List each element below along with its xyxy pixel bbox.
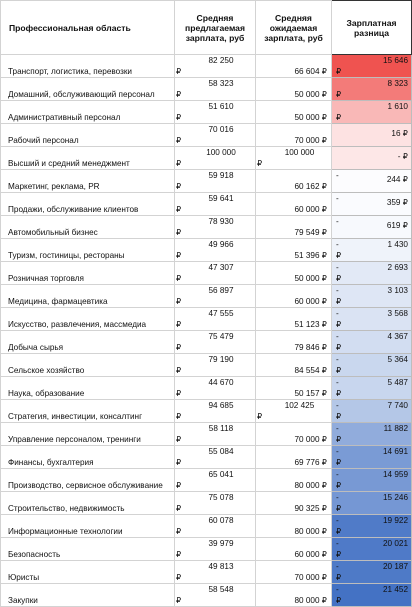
cell-expected[interactable]	[256, 446, 332, 469]
diff-value: - ₽	[397, 152, 408, 161]
diff-value: 1 430	[387, 240, 408, 249]
cell-area[interactable]	[1, 354, 175, 377]
currency-sign: ₽	[336, 274, 342, 283]
minus-sign: -	[336, 263, 339, 272]
diff-value: 20 021	[382, 539, 408, 548]
area-label: Строительство, недвижимость	[8, 503, 125, 513]
minus-sign: -	[336, 562, 339, 571]
diff-value: 5 364	[387, 355, 408, 364]
minus-sign: -	[336, 470, 339, 479]
currency-sign: ₽	[176, 136, 182, 145]
minus-sign: -	[336, 378, 339, 387]
expected-value: 100 000	[284, 148, 315, 157]
cell-expected[interactable]	[256, 193, 332, 216]
offered-value: 49 966	[208, 240, 234, 249]
cell-offered[interactable]	[175, 446, 256, 469]
cell-offered[interactable]	[175, 193, 256, 216]
expected-value: 79 846 ₽	[294, 343, 327, 352]
area-label: Безопасность	[8, 549, 61, 559]
minus-sign: -	[336, 516, 339, 525]
cell-expected[interactable]	[256, 147, 332, 170]
currency-sign: ₽	[176, 504, 182, 513]
currency-sign: ₽	[176, 527, 182, 536]
cell-area[interactable]	[1, 538, 175, 561]
table-row	[1, 515, 412, 538]
currency-sign: ₽	[336, 251, 342, 260]
currency-sign: ₽	[336, 320, 342, 329]
cell-diff[interactable]	[332, 239, 412, 262]
table-row	[1, 170, 412, 193]
minus-sign: -	[336, 539, 339, 548]
table-row	[1, 55, 412, 78]
currency-sign: ₽	[176, 297, 182, 306]
header-offered[interactable]: Средняя предлагаемая зарплата, руб	[175, 1, 256, 55]
cell-offered[interactable]	[175, 515, 256, 538]
cell-diff[interactable]	[332, 515, 412, 538]
table-row	[1, 124, 412, 147]
cell-diff[interactable]	[332, 561, 412, 584]
cell-expected[interactable]	[256, 492, 332, 515]
cell-offered[interactable]	[175, 262, 256, 285]
cell-diff[interactable]	[332, 216, 412, 239]
cell-expected[interactable]	[256, 78, 332, 101]
diff-value: 1 610	[387, 102, 408, 111]
table-row	[1, 377, 412, 400]
cell-diff[interactable]	[332, 538, 412, 561]
expected-value: 66 604 ₽	[294, 67, 327, 76]
currency-sign: ₽	[257, 159, 263, 168]
minus-sign: -	[336, 194, 339, 203]
currency-sign: ₽	[336, 343, 342, 352]
cell-expected[interactable]	[256, 308, 332, 331]
currency-sign: ₽	[176, 481, 182, 490]
cell-offered[interactable]	[175, 538, 256, 561]
table-row	[1, 469, 412, 492]
expected-value: 84 554 ₽	[294, 366, 327, 375]
table-row	[1, 216, 412, 239]
currency-sign: ₽	[176, 182, 182, 191]
currency-sign: ₽	[336, 90, 342, 99]
cell-area[interactable]	[1, 124, 175, 147]
expected-value: 79 549 ₽	[294, 228, 327, 237]
currency-sign: ₽	[176, 228, 182, 237]
offered-value: 100 000	[206, 148, 236, 157]
cell-diff[interactable]	[332, 469, 412, 492]
cell-expected[interactable]	[256, 170, 332, 193]
table-row	[1, 308, 412, 331]
cell-expected[interactable]	[256, 262, 332, 285]
offered-value: 58 548	[208, 585, 234, 594]
diff-value: 16 ₽	[391, 129, 408, 138]
cell-diff[interactable]	[332, 377, 412, 400]
cell-area[interactable]	[1, 193, 175, 216]
table-row	[1, 147, 412, 170]
expected-value: 50 000 ₽	[294, 113, 327, 122]
currency-sign: ₽	[336, 458, 342, 467]
cell-diff[interactable]	[332, 101, 412, 124]
cell-area[interactable]	[1, 239, 175, 262]
area-label: Маркетинг, реклама, PR	[8, 181, 100, 191]
cell-expected[interactable]	[256, 515, 332, 538]
cell-expected[interactable]	[256, 354, 332, 377]
cell-expected[interactable]	[256, 561, 332, 584]
cell-expected[interactable]	[256, 239, 332, 262]
currency-sign: ₽	[336, 366, 342, 375]
cell-area[interactable]	[1, 423, 175, 446]
expected-value: 60 162 ₽	[294, 182, 327, 191]
offered-value: 82 250	[208, 56, 234, 65]
expected-value: 50 000 ₽	[294, 274, 327, 283]
diff-value: 244 ₽	[386, 175, 408, 184]
table-row	[1, 331, 412, 354]
diff-value: 2 693	[387, 263, 408, 272]
currency-sign: ₽	[176, 389, 182, 398]
cell-expected[interactable]	[256, 423, 332, 446]
cell-area[interactable]	[1, 492, 175, 515]
area-label: Информационные технологии	[8, 526, 123, 536]
diff-value: 359 ₽	[386, 198, 408, 207]
offered-value: 58 118	[208, 424, 234, 433]
cell-area[interactable]	[1, 285, 175, 308]
cell-expected[interactable]	[256, 377, 332, 400]
cell-diff[interactable]	[332, 147, 412, 170]
area-label: Добыча сырья	[8, 342, 64, 352]
diff-value: 20 187	[382, 562, 408, 571]
cell-diff[interactable]	[332, 492, 412, 515]
area-label: Наука, образование	[8, 388, 85, 398]
cell-area[interactable]	[1, 446, 175, 469]
offered-value: 39 979	[208, 539, 234, 548]
minus-sign: -	[336, 217, 339, 226]
currency-sign: ₽	[176, 550, 182, 559]
cell-offered[interactable]	[175, 354, 256, 377]
minus-sign: -	[336, 447, 339, 456]
currency-sign: ₽	[176, 90, 182, 99]
area-label: Высший и средний менеджмент	[8, 158, 130, 168]
currency-sign: ₽	[176, 366, 182, 375]
cell-diff[interactable]	[332, 446, 412, 469]
cell-area[interactable]	[1, 55, 175, 78]
currency-sign: ₽	[336, 481, 342, 490]
expected-value: 80 000 ₽	[294, 481, 327, 490]
cell-area[interactable]	[1, 170, 175, 193]
currency-sign: ₽	[336, 550, 342, 559]
cell-diff[interactable]	[332, 170, 412, 193]
area-label: Стратегия, инвестиции, консалтинг	[8, 411, 143, 421]
expected-value: 70 000 ₽	[294, 435, 327, 444]
diff-value: 19 922	[382, 516, 408, 525]
offered-value: 79 190	[208, 355, 234, 364]
expected-value: 80 000 ₽	[294, 527, 327, 536]
table-row	[1, 354, 412, 377]
offered-value: 59 918	[208, 171, 234, 180]
cell-diff[interactable]	[332, 78, 412, 101]
expected-value: 60 000 ₽	[294, 550, 327, 559]
minus-sign: -	[336, 286, 339, 295]
cell-offered[interactable]	[175, 561, 256, 584]
header-area[interactable]: Профессиональная область	[1, 1, 175, 55]
cell-offered[interactable]	[175, 400, 256, 423]
currency-sign: ₽	[336, 573, 342, 582]
cell-diff[interactable]	[332, 262, 412, 285]
cell-diff[interactable]	[332, 331, 412, 354]
currency-sign: ₽	[336, 113, 342, 122]
area-label: Производство, сервисное обслуживание	[8, 480, 163, 490]
cell-offered[interactable]	[175, 308, 256, 331]
table-row	[1, 561, 412, 584]
cell-offered[interactable]	[175, 55, 256, 78]
table-row	[1, 262, 412, 285]
offered-value: 44 670	[208, 378, 234, 387]
expected-value: 90 325 ₽	[294, 504, 327, 513]
table-row	[1, 538, 412, 561]
cell-offered[interactable]	[175, 331, 256, 354]
diff-value: 5 487	[387, 378, 408, 387]
cell-area[interactable]	[1, 147, 175, 170]
area-label: Автомобильный бизнес	[8, 227, 98, 237]
cell-offered[interactable]	[175, 584, 256, 607]
currency-sign: ₽	[176, 67, 182, 76]
offered-value: 94 685	[208, 401, 234, 410]
cell-diff[interactable]	[332, 193, 412, 216]
offered-value: 47 555	[208, 309, 234, 318]
diff-value: 15 246	[382, 493, 408, 502]
cell-area[interactable]	[1, 78, 175, 101]
cell-area[interactable]	[1, 584, 175, 607]
area-label: Транспорт, логистика, перевозки	[8, 66, 133, 76]
cell-area[interactable]	[1, 308, 175, 331]
cell-offered[interactable]	[175, 170, 256, 193]
table-row	[1, 400, 412, 423]
cell-offered[interactable]	[175, 216, 256, 239]
area-label: Сельское хозяйство	[8, 365, 85, 375]
table-row	[1, 239, 412, 262]
currency-sign: ₽	[176, 113, 182, 122]
area-label: Управление персоналом, тренинги	[8, 434, 141, 444]
area-label: Розничная торговля	[8, 273, 84, 283]
table-row	[1, 193, 412, 216]
cell-offered[interactable]	[175, 492, 256, 515]
diff-value: 14 959	[382, 470, 408, 479]
diff-value: 619 ₽	[386, 221, 408, 230]
minus-sign: -	[336, 424, 339, 433]
currency-sign: ₽	[336, 389, 342, 398]
expected-value: 102 425	[284, 401, 315, 410]
minus-sign: -	[336, 355, 339, 364]
cell-expected[interactable]	[256, 400, 332, 423]
cell-offered[interactable]	[175, 124, 256, 147]
cell-area[interactable]	[1, 262, 175, 285]
area-label: Искусство, развлечения, массмедиа	[8, 319, 147, 329]
cell-offered[interactable]	[175, 285, 256, 308]
cell-area[interactable]	[1, 400, 175, 423]
offered-value: 56 897	[208, 286, 234, 295]
currency-sign: ₽	[176, 412, 182, 421]
expected-value: 70 000 ₽	[294, 573, 327, 582]
minus-sign: -	[336, 401, 339, 410]
diff-value: 3 103	[387, 286, 408, 295]
currency-sign: ₽	[257, 412, 263, 421]
currency-sign: ₽	[336, 67, 342, 76]
area-label: Юристы	[8, 572, 40, 582]
area-label: Закупки	[8, 595, 38, 605]
offered-value: 59 641	[208, 194, 234, 203]
cell-expected[interactable]	[256, 331, 332, 354]
cell-diff[interactable]	[332, 285, 412, 308]
offered-value: 60 078	[208, 516, 234, 525]
area-label: Продажи, обслуживание клиентов	[8, 204, 139, 214]
diff-value: 15 646	[382, 56, 408, 65]
offered-value: 58 323	[208, 79, 234, 88]
currency-sign: ₽	[176, 251, 182, 260]
offered-value: 51 610	[208, 102, 234, 111]
expected-value: 70 000 ₽	[294, 136, 327, 145]
expected-value: 69 776 ₽	[294, 458, 327, 467]
expected-value: 51 396 ₽	[294, 251, 327, 260]
expected-value: 60 000 ₽	[294, 297, 327, 306]
currency-sign: ₽	[176, 596, 182, 605]
cell-offered[interactable]	[175, 239, 256, 262]
currency-sign: ₽	[176, 435, 182, 444]
diff-value: 11 882	[383, 424, 408, 433]
offered-value: 47 307	[208, 263, 234, 272]
currency-sign: ₽	[336, 527, 342, 536]
minus-sign: -	[336, 240, 339, 249]
offered-value: 55 084	[208, 447, 234, 456]
currency-sign: ₽	[176, 205, 182, 214]
table-row	[1, 584, 412, 607]
currency-sign: ₽	[176, 458, 182, 467]
expected-value: 80 000 ₽	[294, 596, 327, 605]
area-label: Рабочий персонал	[8, 135, 79, 145]
cell-diff[interactable]	[332, 354, 412, 377]
cell-expected[interactable]	[256, 55, 332, 78]
table-row	[1, 285, 412, 308]
minus-sign: -	[336, 493, 339, 502]
cell-area[interactable]	[1, 101, 175, 124]
expected-value: 50 000 ₽	[294, 90, 327, 99]
table-row	[1, 78, 412, 101]
cell-expected[interactable]	[256, 538, 332, 561]
diff-value: 7 740	[387, 401, 408, 410]
currency-sign: ₽	[176, 573, 182, 582]
diff-value: 8 323	[387, 79, 408, 88]
area-label: Домашний, обслуживающий персонал	[8, 89, 155, 99]
diff-value: 21 452	[382, 585, 408, 594]
cell-diff[interactable]	[332, 55, 412, 78]
minus-sign: -	[336, 171, 339, 180]
diff-value: 14 691	[382, 447, 408, 456]
offered-value: 78 930	[208, 217, 234, 226]
cell-diff[interactable]	[332, 124, 412, 147]
area-label: Медицина, фармацевтика	[8, 296, 108, 306]
cell-offered[interactable]	[175, 377, 256, 400]
cell-offered[interactable]	[175, 469, 256, 492]
diff-value: 3 568	[387, 309, 408, 318]
cell-offered[interactable]	[175, 423, 256, 446]
cell-diff[interactable]	[332, 584, 412, 607]
cell-expected[interactable]	[256, 216, 332, 239]
area-label: Туризм, гостиницы, рестораны	[8, 250, 125, 260]
cell-expected[interactable]	[256, 124, 332, 147]
offered-value: 70 016	[208, 125, 234, 134]
currency-sign: ₽	[176, 320, 182, 329]
minus-sign: -	[336, 332, 339, 341]
table-row	[1, 101, 412, 124]
cell-area[interactable]	[1, 216, 175, 239]
table-row	[1, 423, 412, 446]
offered-value: 65 041	[208, 470, 234, 479]
cell-diff[interactable]	[332, 423, 412, 446]
cell-expected[interactable]	[256, 584, 332, 607]
cell-area[interactable]	[1, 561, 175, 584]
header-row	[1, 1, 412, 55]
header-diff[interactable]: Зарплатная разница	[332, 1, 412, 55]
offered-value: 49 813	[208, 562, 234, 571]
cell-diff[interactable]	[332, 308, 412, 331]
cell-offered[interactable]	[175, 101, 256, 124]
minus-sign: -	[336, 309, 339, 318]
cell-area[interactable]	[1, 515, 175, 538]
currency-sign: ₽	[336, 435, 342, 444]
currency-sign: ₽	[336, 412, 342, 421]
cell-area[interactable]	[1, 377, 175, 400]
offered-value: 75 479	[208, 332, 234, 341]
currency-sign: ₽	[336, 596, 342, 605]
offered-value: 75 078	[208, 493, 234, 502]
currency-sign: ₽	[336, 297, 342, 306]
table-row	[1, 446, 412, 469]
header-expected[interactable]: Средняя ожидаемая зарплата, руб	[256, 1, 332, 55]
currency-sign: ₽	[336, 504, 342, 513]
diff-value: 4 367	[387, 332, 408, 341]
cell-area[interactable]	[1, 331, 175, 354]
expected-value: 51 123 ₽	[294, 320, 327, 329]
cell-area[interactable]	[1, 469, 175, 492]
currency-sign: ₽	[176, 274, 182, 283]
cell-offered[interactable]	[175, 78, 256, 101]
minus-sign: -	[336, 585, 339, 594]
expected-value: 60 000 ₽	[294, 205, 327, 214]
cell-expected[interactable]	[256, 285, 332, 308]
cell-expected[interactable]	[256, 469, 332, 492]
cell-expected[interactable]	[256, 101, 332, 124]
cell-diff[interactable]	[332, 400, 412, 423]
area-label: Финансы, бухгалтерия	[8, 457, 94, 467]
cell-offered[interactable]	[175, 147, 256, 170]
currency-sign: ₽	[176, 343, 182, 352]
table-row	[1, 492, 412, 515]
expected-value: 50 157 ₽	[294, 389, 327, 398]
area-label: Административный персонал	[8, 112, 121, 122]
currency-sign: ₽	[176, 159, 182, 168]
